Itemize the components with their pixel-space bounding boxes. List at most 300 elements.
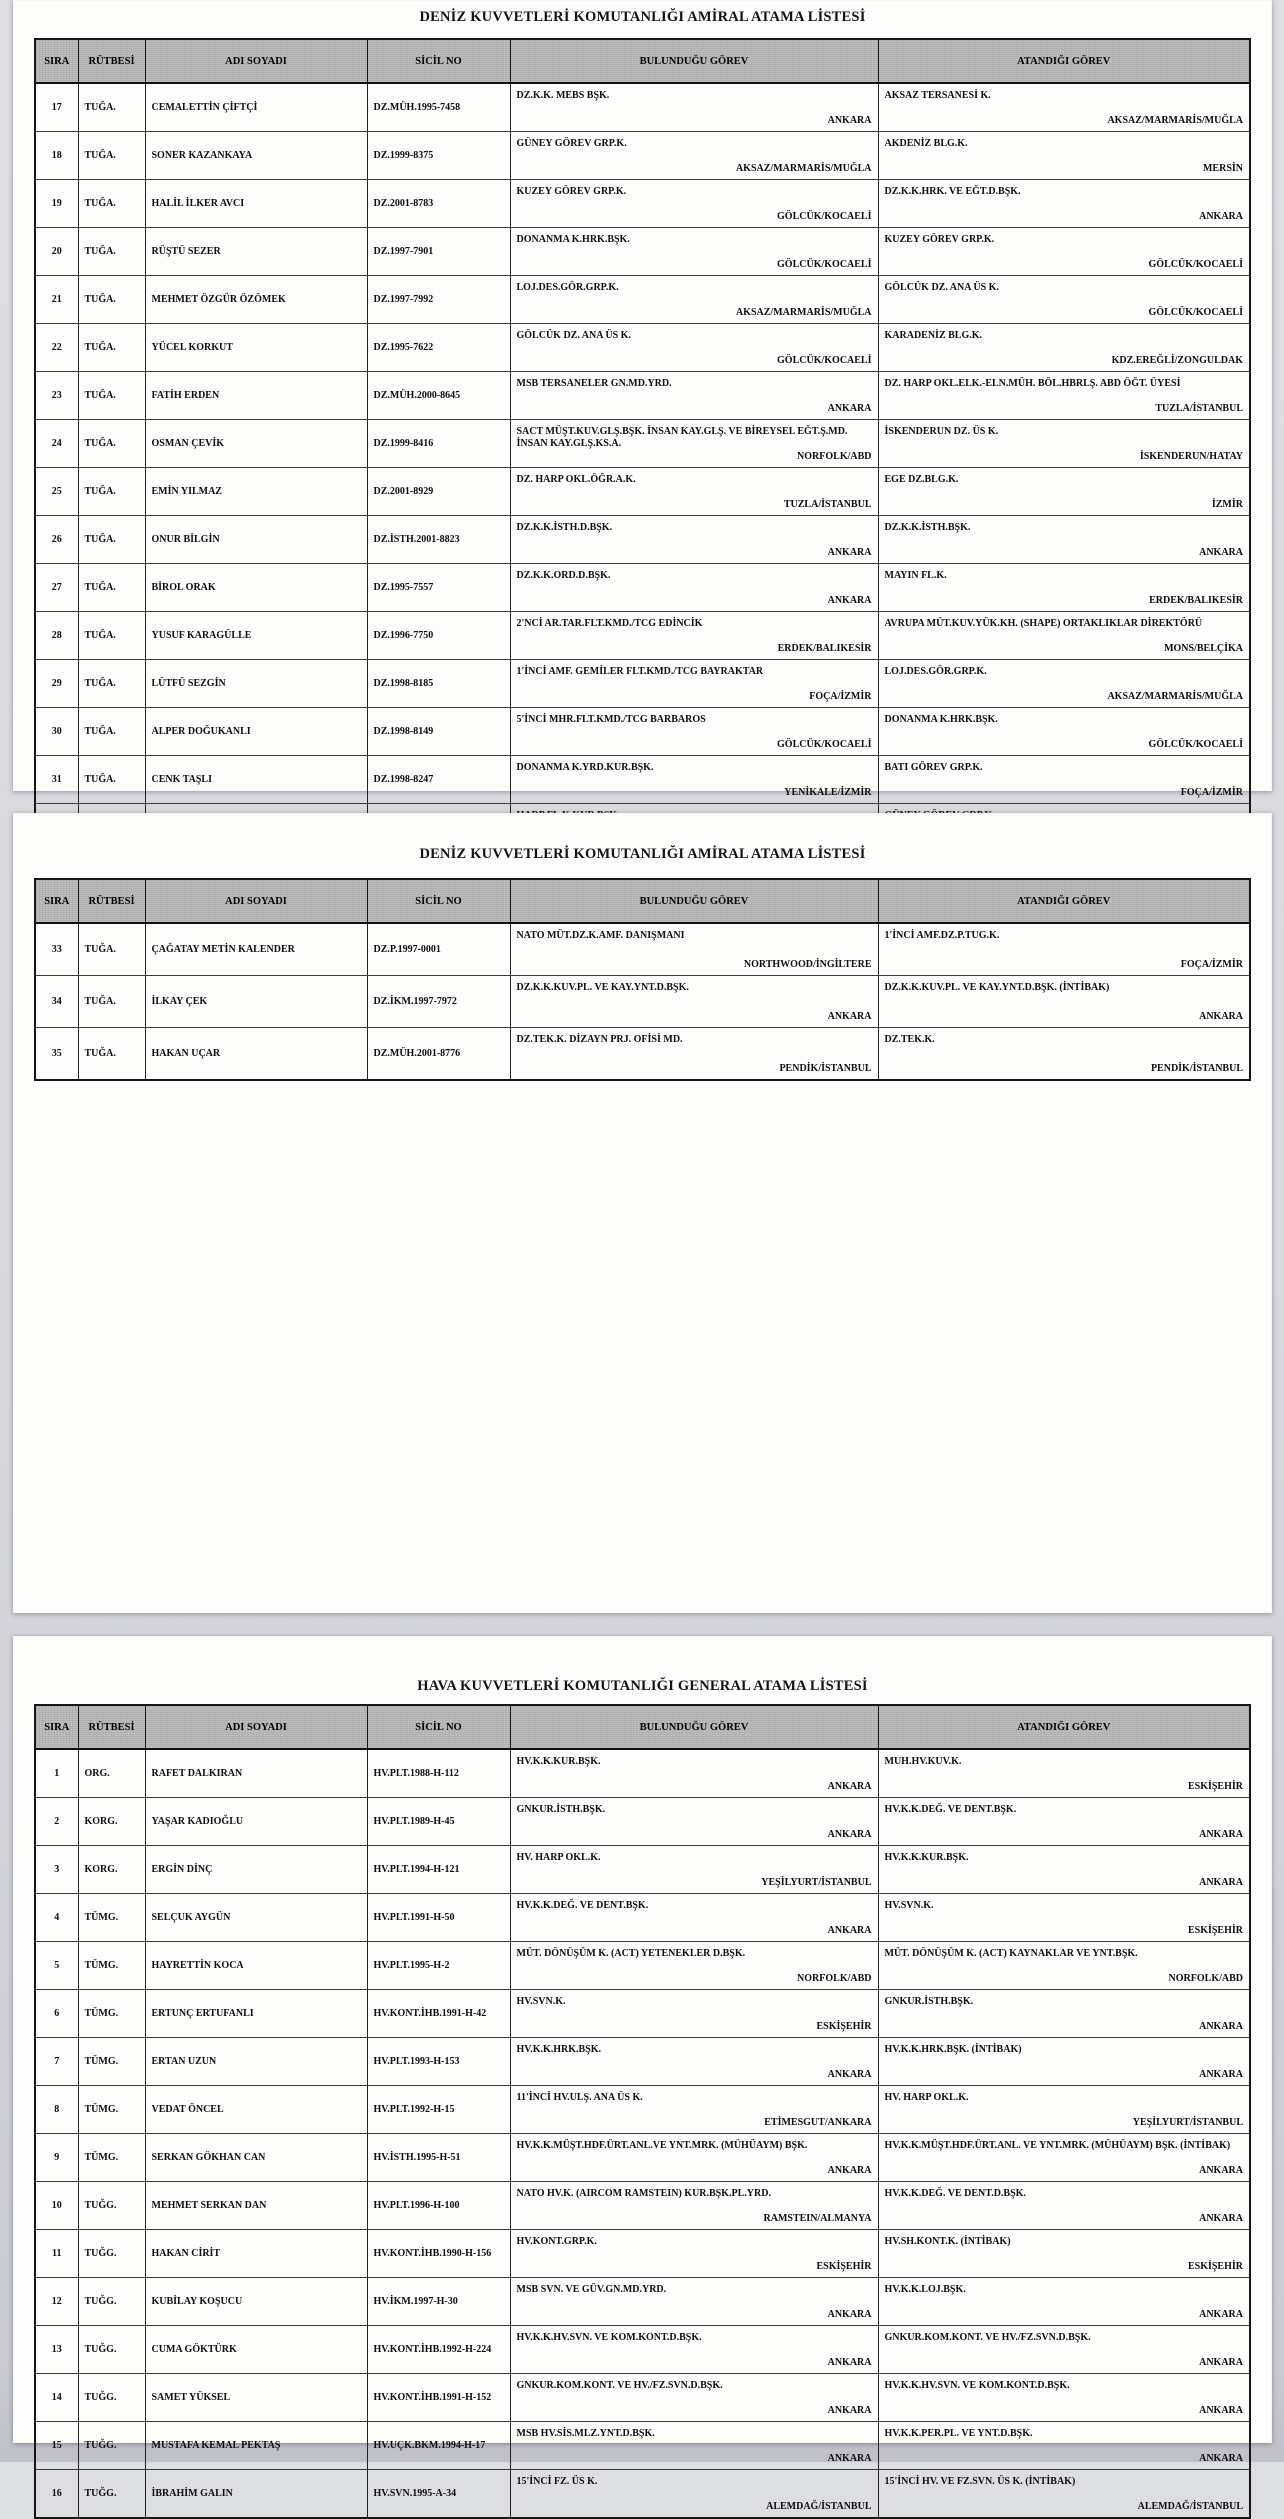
duty-text: MSB TERSANELER GN.MD.YRD. [516, 378, 672, 389]
duty-text: GNKUR.İSTH.BŞK. [884, 1996, 974, 2007]
duty-location: ANKARA [827, 1829, 872, 1841]
cell-bulundugu-gorev [510, 132, 878, 180]
duty-location: ANKARA [1199, 2309, 1243, 2321]
duty-location: ANKARA [1199, 2357, 1243, 2369]
duty-text: HV.K.K.DEĞ. VE DENT.D.BŞK. [884, 2188, 1026, 2199]
cell-atandigi-gorev [878, 976, 1250, 1028]
duty-location: TUZLA/İSTANBUL [1155, 403, 1243, 415]
duty-location: ALEMDAĞ/İSTANBUL [766, 2501, 872, 2513]
table-title: DENİZ KUVVETLERİ KOMUTANLIĞI AMİRAL ATAMA LİSTESİ [419, 9, 866, 25]
duty-location: GÖLCÜK/KOCAELİ [777, 211, 872, 223]
cell-bulundugu-gorev [510, 2134, 878, 2182]
duty-text: MÜT. DÖNÜŞÜM K. (ACT) KAYNAKLAR VE YNT.BŞK. [884, 1948, 1138, 1959]
cell-atandigi-gorev [878, 516, 1250, 564]
cell-rutbesi: TUĞA. [78, 468, 145, 516]
cell-bulundugu-gorev [510, 83, 878, 132]
cell-rutbesi: TUĞA. [78, 564, 145, 612]
cell-sicil-no: HV.İKM.1997-H-30 [367, 2278, 510, 2326]
duty-text: HV.K.K.PER.PL. VE YNT.D.BŞK. [884, 2428, 1033, 2439]
cell-rutbesi: TUĞG. [78, 2182, 145, 2230]
cell-adi-soyadi: ERGİN DİNÇ [145, 1846, 367, 1894]
duty-location: ETİMESGUT/ANKARA [764, 2117, 872, 2129]
cell-rutbesi: TÜMG. [78, 2086, 145, 2134]
column-header-sicil-no: SİCİL NO [367, 879, 510, 923]
duty-text: DZ.K.K. MEBS BŞK. [516, 90, 610, 101]
cell-rutbesi: TUĞA. [78, 660, 145, 708]
duty-text: HV.K.K.DEĞ. VE DENT.BŞK. [516, 1900, 649, 1911]
duty-text: HV.K.K.MÜŞT.HDF.ÜRT.ANL.VE YNT.MRK. (MÜHÜAYM) BŞK. [516, 2140, 808, 2151]
cell-atandigi-gorev [878, 2278, 1250, 2326]
cell-bulundugu-gorev [510, 2422, 878, 2470]
cell-sira: 10 [35, 2182, 78, 2230]
duty-text: 15'İNCİ FZ. ÜS K. [516, 2476, 598, 2487]
duty-text: HV.SH.KONT.K. (İNTİBAK) [884, 2236, 1011, 2247]
cell-sicil-no: DZ.1996-7750 [367, 612, 510, 660]
cell-sicil-no: HV.PLT.1996-H-100 [367, 2182, 510, 2230]
duty-location: İZMİR [1211, 499, 1243, 511]
duty-text: LOJ.DES.GÖR.GRP.K. [516, 282, 619, 293]
cell-adi-soyadi: HAKAN CİRİT [145, 2230, 367, 2278]
table-row [35, 1990, 1250, 2038]
table-row [35, 1942, 1250, 1990]
table-row [35, 372, 1250, 420]
cell-rutbesi: TUĞA. [78, 923, 145, 976]
cell-sira: 22 [35, 324, 78, 372]
cell-bulundugu-gorev [510, 2278, 878, 2326]
duty-location: GÖLCÜK/KOCAELİ [1148, 307, 1243, 319]
table-row [35, 1894, 1250, 1942]
table-row [35, 2422, 1250, 2470]
cell-sira: 18 [35, 132, 78, 180]
table-row [35, 324, 1250, 372]
duty-location: FOÇA/İZMİR [1180, 787, 1243, 799]
cell-sicil-no: DZ.1995-7557 [367, 564, 510, 612]
cell-sicil-no: HV.PLT.1995-H-2 [367, 1942, 510, 1990]
duty-location: NORFOLK/ABD [797, 1973, 872, 1985]
cell-sira: 12 [35, 2278, 78, 2326]
duty-text: DZ.TEK.K. [884, 1034, 935, 1045]
cell-adi-soyadi: İBRAHİM GALIN [145, 2470, 367, 2519]
duty-text: 2'NCİ AR.TAR.FLT.KMD./TCG EDİNCİK [516, 618, 703, 629]
cell-bulundugu-gorev [510, 923, 878, 976]
duty-location: ANKARA [827, 547, 872, 559]
cell-sira: 20 [35, 228, 78, 276]
column-header-rutbesi: RÜTBESİ [78, 1705, 145, 1749]
duty-text: HV.K.K.HV.SVN. VE KOM.KONT.D.BŞK. [884, 2380, 1070, 2391]
table-row [35, 180, 1250, 228]
duty-text: DZ.K.K.ORD.D.BŞK. [516, 570, 611, 581]
cell-rutbesi: TUĞA. [78, 420, 145, 468]
cell-sira: 30 [35, 708, 78, 756]
column-header-sicil-no: SİCİL NO [367, 39, 510, 83]
duty-text: 1'İNCİ AMF.DZ.P.TUG.K. [884, 930, 1000, 941]
duty-text: DZ.K.K.İSTH.D.BŞK. [516, 522, 613, 533]
column-header-atandigi-gorev: ATANDIĞI GÖREV [878, 879, 1250, 923]
cell-sicil-no: HV.PLT.1993-H-153 [367, 2038, 510, 2086]
table-row [35, 756, 1250, 804]
duty-location: YEŞİLYURT/İSTANBUL [1132, 2117, 1243, 2129]
duty-text: DZ.TEK.K. DİZAYN PRJ. OFİSİ MD. [516, 1034, 683, 1045]
cell-atandigi-gorev [878, 564, 1250, 612]
cell-sira: 9 [35, 2134, 78, 2182]
duty-location: PENDİK/İSTANBUL [1150, 1063, 1243, 1075]
cell-atandigi-gorev [878, 1028, 1250, 1081]
duty-text: HV.SVN.K. [884, 1900, 934, 1911]
duty-location: ANKARA [827, 1781, 872, 1793]
duty-location: ANKARA [1199, 2405, 1243, 2417]
cell-bulundugu-gorev [510, 2230, 878, 2278]
cell-sicil-no: HV.İSTH.1995-H-51 [367, 2134, 510, 2182]
cell-atandigi-gorev [878, 2134, 1250, 2182]
cell-sira: 14 [35, 2374, 78, 2422]
cell-sira: 27 [35, 564, 78, 612]
duty-text: GNKUR.KOM.KONT. VE HV./FZ.SVN.D.BŞK. [516, 2380, 723, 2391]
cell-atandigi-gorev [878, 1846, 1250, 1894]
cell-adi-soyadi: YUSUF KARAGÜLLE [145, 612, 367, 660]
table-row [35, 468, 1250, 516]
cell-rutbesi: TUĞA. [78, 83, 145, 132]
cell-adi-soyadi: VEDAT ÖNCEL [145, 2086, 367, 2134]
duty-location: ESKİŞEHİR [1187, 1781, 1243, 1793]
cell-sicil-no: DZ.1997-7901 [367, 228, 510, 276]
cell-bulundugu-gorev [510, 228, 878, 276]
cell-sicil-no: DZ.1999-8416 [367, 420, 510, 468]
cell-rutbesi: TUĞA. [78, 516, 145, 564]
cell-sicil-no: DZ.2001-8783 [367, 180, 510, 228]
cell-sicil-no: DZ.1998-8247 [367, 756, 510, 804]
cell-atandigi-gorev [878, 2086, 1250, 2134]
cell-atandigi-gorev [878, 2182, 1250, 2230]
cell-bulundugu-gorev [510, 756, 878, 804]
cell-adi-soyadi: İLKAY ÇEK [145, 976, 367, 1028]
table-row [35, 2038, 1250, 2086]
cell-adi-soyadi: ÇAĞATAY METİN KALENDER [145, 923, 367, 976]
table-row [35, 2182, 1250, 2230]
cell-bulundugu-gorev [510, 516, 878, 564]
cell-atandigi-gorev [878, 132, 1250, 180]
duty-location: ANKARA [827, 115, 872, 127]
cell-bulundugu-gorev [510, 180, 878, 228]
cell-atandigi-gorev [878, 1942, 1250, 1990]
cell-adi-soyadi: SELÇUK AYGÜN [145, 1894, 367, 1942]
cell-sira: 24 [35, 420, 78, 468]
cell-adi-soyadi: FATİH ERDEN [145, 372, 367, 420]
duty-location: ERDEK/BALIKESİR [1149, 595, 1243, 607]
table-row [35, 516, 1250, 564]
cell-sira: 11 [35, 2230, 78, 2278]
table-row [35, 2374, 1250, 2422]
cell-adi-soyadi: KUBİLAY KOŞUCU [145, 2278, 367, 2326]
cell-bulundugu-gorev [510, 1894, 878, 1942]
cell-sira: 5 [35, 1942, 78, 1990]
table-row [35, 923, 1250, 976]
cell-atandigi-gorev [878, 1990, 1250, 2038]
duty-text: KUZEY GÖREV GRP.K. [516, 186, 627, 197]
duty-location: ANKARA [1199, 1829, 1243, 1841]
table-row [35, 1749, 1250, 1798]
duty-text: 1'İNCİ AMF. GEMİLER FLT.KMD./TCG BAYRAKTAR [516, 666, 764, 677]
table-row [35, 1798, 1250, 1846]
cell-sira: 19 [35, 180, 78, 228]
cell-bulundugu-gorev [510, 1749, 878, 1798]
table-title: HAVA KUVVETLERİ KOMUTANLIĞI GENERAL ATAMA LİSTESİ [417, 1678, 868, 1694]
cell-sicil-no: HV.KONT.İHB.1990-H-156 [367, 2230, 510, 2278]
cell-sicil-no: HV.PLT.1988-H-112 [367, 1749, 510, 1798]
table-row [35, 276, 1250, 324]
duty-location: AKSAZ/MARMARİS/MUĞLA [1107, 691, 1243, 703]
duty-text: HV.K.K.KUR.BŞK. [884, 1852, 969, 1863]
cell-bulundugu-gorev [510, 2374, 878, 2422]
cell-sira: 7 [35, 2038, 78, 2086]
duty-text: GÖLCÜK DZ. ANA ÜS K. [516, 330, 631, 341]
duty-text: NATO MÜT.DZ.K.AMF. DANIŞMANI [516, 930, 685, 941]
cell-sicil-no: DZ.İKM.1997-7972 [367, 976, 510, 1028]
table-row [35, 2326, 1250, 2374]
cell-rutbesi: TUĞG. [78, 2374, 145, 2422]
cell-atandigi-gorev [878, 756, 1250, 804]
cell-rutbesi: TUĞA. [78, 612, 145, 660]
cell-atandigi-gorev [878, 2422, 1250, 2470]
duty-location: ANKARA [1199, 2021, 1243, 2033]
cell-adi-soyadi: CEMALETTİN ÇİFTÇİ [145, 83, 367, 132]
duty-text: DZ.K.K.KUV.PL. VE KAY.YNT.D.BŞK. [516, 982, 689, 993]
cell-sicil-no: DZ.2001-8929 [367, 468, 510, 516]
cell-atandigi-gorev [878, 1798, 1250, 1846]
column-header-bulundugu-gorev: BULUNDUĞU GÖREV [510, 1705, 878, 1749]
cell-atandigi-gorev [878, 2326, 1250, 2374]
cell-rutbesi: TUĞA. [78, 976, 145, 1028]
page-1 [13, 0, 1272, 799]
duty-location: ESKİŞEHİR [1187, 2261, 1243, 2273]
duty-text: GNKUR.KOM.KONT. VE HV./FZ.SVN.D.BŞK. [884, 2332, 1091, 2343]
cell-rutbesi: ORG. [78, 1749, 145, 1798]
cell-atandigi-gorev [878, 660, 1250, 708]
table-row [35, 2086, 1250, 2134]
cell-sicil-no: DZ.1997-7992 [367, 276, 510, 324]
duty-location: TUZLA/İSTANBUL [783, 499, 872, 511]
cell-bulundugu-gorev [510, 660, 878, 708]
cell-adi-soyadi: SAMET YÜKSEL [145, 2374, 367, 2422]
duty-text: DZ. HARP OKL.ELK.-ELN.MÜH. BÖL.HBRLŞ. ABD ÖĞT. ÜYESİ [884, 378, 1181, 389]
cell-bulundugu-gorev [510, 1846, 878, 1894]
table-row [35, 420, 1250, 468]
duty-location: AKSAZ/MARMARİS/MUĞLA [1107, 115, 1243, 127]
duty-location: FOÇA/İZMİR [1180, 959, 1243, 971]
cell-atandigi-gorev [878, 1894, 1250, 1942]
cell-bulundugu-gorev [510, 2326, 878, 2374]
duty-text: HV.K.K.LOJ.BŞK. [884, 2284, 966, 2295]
duty-text: HV.SVN.K. [516, 1996, 566, 2007]
cell-adi-soyadi: ALPER DOĞUKANLI [145, 708, 367, 756]
table-row [35, 228, 1250, 276]
duty-location: ESKİŞEHİR [1187, 1925, 1243, 1937]
cell-sira: 4 [35, 1894, 78, 1942]
cell-rutbesi: TUĞA. [78, 180, 145, 228]
page-3 [13, 1636, 1272, 2513]
column-header-rutbesi: RÜTBESİ [78, 879, 145, 923]
cell-sicil-no: DZ.1995-7622 [367, 324, 510, 372]
table-row [35, 612, 1250, 660]
cell-atandigi-gorev [878, 372, 1250, 420]
table-header [35, 39, 1250, 83]
table-row [35, 83, 1250, 132]
duty-location: ANKARA [1199, 2213, 1243, 2225]
table-row [35, 708, 1250, 756]
cell-atandigi-gorev [878, 708, 1250, 756]
cell-sicil-no: DZ.1998-8149 [367, 708, 510, 756]
duty-text: GÖLCÜK DZ. ANA ÜS K. [884, 282, 999, 293]
cell-rutbesi: TUĞG. [78, 2422, 145, 2470]
duty-text: KARADENİZ BLG.K. [884, 330, 983, 341]
duty-location: NORFOLK/ABD [1168, 1973, 1243, 1985]
column-header-sira: SIRA [35, 1705, 78, 1749]
cell-adi-soyadi: RÜŞTÜ SEZER [145, 228, 367, 276]
table-row [35, 2278, 1250, 2326]
cell-adi-soyadi: EMİN YILMAZ [145, 468, 367, 516]
duty-text: İSKENDERUN DZ. ÜS K. [884, 426, 999, 437]
table-row [35, 564, 1250, 612]
duty-text: HV. HARP OKL.K. [884, 2092, 969, 2103]
cell-sicil-no: HV.PLT.1992-H-15 [367, 2086, 510, 2134]
duty-text: DONANMA K.YRD.KUR.BŞK. [516, 762, 654, 773]
cell-atandigi-gorev [878, 468, 1250, 516]
cell-sira: 3 [35, 1846, 78, 1894]
cell-sicil-no: HV.SVN.1995-A-34 [367, 2470, 510, 2519]
cell-bulundugu-gorev [510, 976, 878, 1028]
duty-text: MUH.HV.KUV.K. [884, 1756, 962, 1767]
cell-adi-soyadi: BİROL ORAK [145, 564, 367, 612]
cell-sira: 17 [35, 83, 78, 132]
duty-location: GÖLCÜK/KOCAELİ [777, 259, 872, 271]
duty-text: NATO HV.K. (AIRCOM RAMSTEIN) KUR.BŞK.PL.YRD. [516, 2188, 771, 2199]
cell-sicil-no: DZ.1999-8375 [367, 132, 510, 180]
cell-sicil-no: DZ.MÜH.1995-7458 [367, 83, 510, 132]
cell-sicil-no: HV.KONT.İHB.1991-H-42 [367, 1990, 510, 2038]
table-row [35, 1028, 1250, 1081]
duty-location: NORTHWOOD/İNGİLTERE [743, 959, 872, 971]
cell-bulundugu-gorev [510, 708, 878, 756]
cell-rutbesi: TÜMG. [78, 2038, 145, 2086]
cell-atandigi-gorev [878, 612, 1250, 660]
duty-location: ERDEK/BALIKESİR [777, 643, 872, 655]
cell-rutbesi: TUĞA. [78, 372, 145, 420]
duty-location: ANKARA [1199, 211, 1243, 223]
duty-location: ANKARA [827, 403, 872, 415]
cell-sira: 35 [35, 1028, 78, 1081]
cell-atandigi-gorev [878, 324, 1250, 372]
cell-bulundugu-gorev [510, 2086, 878, 2134]
duty-location: AKSAZ/MARMARİS/MUĞLA [735, 163, 872, 175]
table-title: DENİZ KUVVETLERİ KOMUTANLIĞI AMİRAL ATAMA LİSTESİ [419, 846, 866, 862]
duty-text: SACT MÜŞT.KUV.GLŞ.BŞK. İNSAN KAY.GLŞ. VE BİREYSEL EĞT.Ş.MD. İNSAN KAY.GLŞ.KS.A. [516, 426, 848, 449]
column-header-rutbesi: RÜTBESİ [78, 39, 145, 83]
duty-location: ANKARA [827, 2165, 872, 2177]
cell-sicil-no: HV.UÇK.BKM.1994-H-17 [367, 2422, 510, 2470]
duty-location: GÖLCÜK/KOCAELİ [777, 355, 872, 367]
duty-location: İSKENDERUN/HATAY [1139, 451, 1243, 463]
duty-location: RAMSTEIN/ALMANYA [763, 2213, 872, 2225]
duty-location: ANKARA [827, 2405, 872, 2417]
duty-location: ANKARA [827, 595, 872, 607]
cell-bulundugu-gorev [510, 564, 878, 612]
cell-adi-soyadi: OSMAN ÇEVİK [145, 420, 367, 468]
cell-rutbesi: TÜMG. [78, 1942, 145, 1990]
cell-sira: 34 [35, 976, 78, 1028]
duty-location: GÖLCÜK/KOCAELİ [777, 739, 872, 751]
duty-location: GÖLCÜK/KOCAELİ [1148, 259, 1243, 271]
cell-sicil-no: DZ.P.1997-0001 [367, 923, 510, 976]
duty-text: GÜNEY GÖREV GRP.K. [516, 138, 627, 149]
cell-rutbesi: TUĞA. [78, 228, 145, 276]
duty-location: ANKARA [827, 2453, 872, 2465]
duty-location: KDZ.EREĞLİ/ZONGULDAK [1111, 355, 1243, 367]
cell-sira: 21 [35, 276, 78, 324]
column-header-sicil-no: SİCİL NO [367, 1705, 510, 1749]
cell-adi-soyadi: MUSTAFA KEMAL PEKTAŞ [145, 2422, 367, 2470]
duty-text: HV.K.K.MÜŞT.HDF.ÜRT.ANL. VE YNT.MRK. (MÜHÜAYM) BŞK. (İNTİBAK) [884, 2140, 1231, 2151]
duty-location: YENİKALE/İZMİR [784, 787, 872, 799]
duty-location: ESKİŞEHİR [816, 2261, 872, 2273]
cell-sira: 1 [35, 1749, 78, 1798]
cell-atandigi-gorev [878, 1749, 1250, 1798]
cell-sira: 8 [35, 2086, 78, 2134]
duty-text: GNKUR.İSTH.BŞK. [516, 1804, 606, 1815]
column-header-bulundugu-gorev: BULUNDUĞU GÖREV [510, 39, 878, 83]
cell-rutbesi: TÜMG. [78, 1894, 145, 1942]
cell-adi-soyadi: MEHMET ÖZGÜR ÖZÖMEK [145, 276, 367, 324]
cell-adi-soyadi: HAKAN UÇAR [145, 1028, 367, 1081]
cell-rutbesi: TUĞA. [78, 708, 145, 756]
duty-text: MSB HV.SİS.MLZ.YNT.D.BŞK. [516, 2428, 655, 2439]
cell-bulundugu-gorev [510, 2038, 878, 2086]
cell-bulundugu-gorev [510, 372, 878, 420]
duty-location: FOÇA/İZMİR [809, 691, 872, 703]
table-header [35, 879, 1250, 923]
cell-sira: 25 [35, 468, 78, 516]
cell-bulundugu-gorev [510, 324, 878, 372]
table-row [35, 660, 1250, 708]
cell-bulundugu-gorev [510, 612, 878, 660]
duty-text: MÜT. DÖNÜŞÜM K. (ACT) YETENEKLER D.BŞK. [516, 1948, 746, 1959]
duty-location: ANKARA [1199, 2165, 1243, 2177]
cell-sira: 29 [35, 660, 78, 708]
cell-sira: 13 [35, 2326, 78, 2374]
duty-text: LOJ.DES.GÖR.GRP.K. [884, 666, 987, 677]
cell-rutbesi: TUĞG. [78, 2230, 145, 2278]
cell-sicil-no: HV.PLT.1991-H-50 [367, 1894, 510, 1942]
cell-bulundugu-gorev [510, 1942, 878, 1990]
cell-atandigi-gorev [878, 180, 1250, 228]
duty-text: 11'İNCİ HV.ULŞ. ANA ÜS K. [516, 2092, 643, 2103]
cell-sicil-no: DZ.1998-8185 [367, 660, 510, 708]
table-header [35, 1705, 1250, 1749]
cell-rutbesi: TUĞA. [78, 276, 145, 324]
duty-text: AKDENİZ BLG.K. [884, 138, 968, 149]
duty-text: KUZEY GÖREV GRP.K. [884, 234, 995, 245]
cell-rutbesi: TUĞA. [78, 756, 145, 804]
cell-atandigi-gorev [878, 420, 1250, 468]
column-header-sira: SIRA [35, 39, 78, 83]
table-row [35, 1846, 1250, 1894]
airforce-general-assignment-table [34, 1704, 1251, 2519]
duty-location: NORFOLK/ABD [797, 451, 872, 463]
cell-sira: 33 [35, 923, 78, 976]
duty-text: AVRUPA MÜT.KUV.YÜK.KH. (SHAPE) ORTAKLIKLAR DİREKTÖRÜ [884, 618, 1203, 629]
duty-text: HV.K.K.DEĞ. VE DENT.BŞK. [884, 1804, 1017, 1815]
cell-sicil-no: DZ.MÜH.2001-8776 [367, 1028, 510, 1081]
table-row [35, 132, 1250, 180]
cell-sicil-no: DZ.İSTH.2001-8823 [367, 516, 510, 564]
